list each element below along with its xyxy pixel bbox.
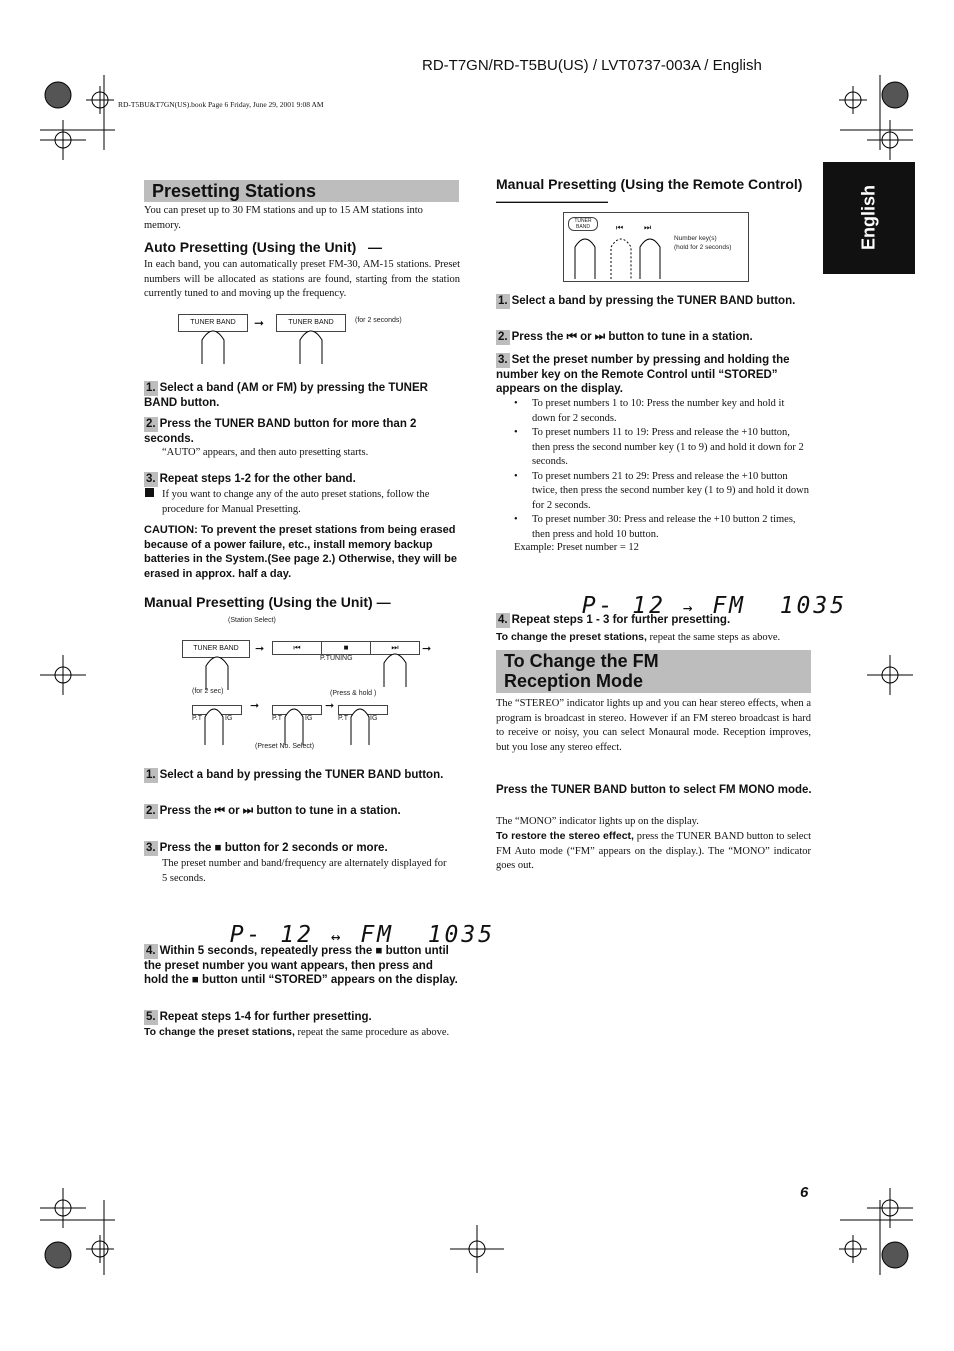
fm-mode-text: The “STEREO” indicator lights up and you can hear stereo effects, when a program is broadcast in stereo. However if an FM stereo broadcast is hard to receive or noisy, you can select Monaural mode. Reception improves, but you lose any stereo effect.	[496, 698, 811, 753]
bullet-item: • To preset numbers 11 to 19: Press and release the +10 button, then press the second number key (1 to 9) and hold it down for 2 seconds.	[514, 426, 810, 470]
number-keys-label: Number key(s)	[674, 235, 717, 242]
remote-step-4: 4. Repeat steps 1 - 3 for further presetting.	[498, 614, 731, 626]
fm-restore-text: To restore the stereo effect, press the TUNER BAND button to select FM Auto mode (“FM” appears on the display.). The “MONO” indicator goes out.	[496, 830, 812, 871]
stop-icon: ■	[322, 642, 371, 654]
finger-press-icon	[202, 703, 226, 747]
hold-2-seconds-label: (hold for 2 seconds)	[674, 244, 732, 251]
finger-press-icon	[198, 326, 228, 366]
finger-press-icon	[348, 703, 372, 747]
manual-presetting-diagram	[180, 615, 440, 755]
remote-change-note: To change the preset stations, repeat the same steps as above.	[496, 631, 781, 643]
finger-press-icon	[296, 326, 326, 366]
ptuning-label-partial: P.T	[192, 715, 202, 722]
remote-step-3: 3. Set the preset number by pressing and holding the number key on the Remote Control until “STORED” appears on the display.	[496, 354, 790, 395]
language-tab-label: English	[858, 185, 879, 251]
for-2-seconds-label: (for 2 seconds)	[355, 317, 402, 324]
remote-presetting-heading: Manual Presetting (Using the Remote Control) ————————	[496, 176, 803, 209]
caution-text: CAUTION: To prevent the preset stations from being erased because of a power failure, etc., install memory backup batteries in the System.(See page 2.) Otherwise, they will be erased in approx. half a day.	[144, 524, 457, 580]
remote-step-1: 1. Select a band by pressing the TUNER BAND button.	[498, 295, 796, 307]
prev-icon: ⏮	[616, 223, 624, 232]
finger-press-icon	[572, 233, 598, 279]
remote-diagram	[563, 212, 749, 282]
arrow-icon: ➞	[422, 643, 432, 655]
remote-step-2: 2. Press the ⏮ or ⏭ button to tune in a station.	[498, 331, 753, 343]
page-number: 6	[800, 1184, 809, 1201]
auto-note: If you want to change any of the auto preset stations, follow the procedure for Manual Presetting.	[162, 489, 430, 515]
auto-presetting-text: In each band, you can automatically preset FM-30, AM-15 stations. Preset numbers will be allocated as stations are found, starting from the station currently tuned to and moving up the frequency.	[144, 259, 460, 299]
manual-step-3: 3. Press the ■ button for 2 seconds or more.	[146, 842, 388, 854]
section-title-fm-mode	[496, 650, 811, 693]
preset-select-label: (Preset No. Select)	[255, 743, 315, 750]
auto-step-2-sub: “AUTO” appears, and then auto presetting starts.	[162, 447, 369, 458]
document-header: RD-T7GN/RD-T5BU(US) / LVT0737-003A / English	[422, 57, 762, 74]
finger-press-icon	[202, 652, 232, 692]
section-title-presetting: Presetting Stations	[144, 180, 459, 202]
next-icon: ⏭	[391, 643, 399, 652]
fm-title-line-1: To Change the FM	[504, 651, 659, 671]
auto-step-2: 2. Press the TUNER BAND button for more than 2 seconds.	[144, 418, 417, 445]
tuner-band-button-illustration-2: TUNER BAND	[276, 314, 346, 332]
manual-change-note: To change the preset stations, repeat the same procedure as above.	[144, 1026, 450, 1038]
language-tab	[823, 162, 915, 274]
auto-presetting-heading: Auto Presetting (Using the Unit) —	[144, 239, 382, 255]
bullet-item: • To preset numbers 21 to 29: Press and release the +10 button twice, then press the second number key (1 to 9) and hold it down for 2 seconds.	[514, 470, 810, 514]
lcd-display-stored: P- 12 → FM 1035	[581, 593, 848, 619]
ptuning-label-partial: IG	[370, 715, 378, 722]
arrow-icon: ➞	[254, 316, 265, 330]
press-hold-label: (Press & hold )	[330, 690, 377, 697]
arrow-icon: ➞	[250, 700, 260, 712]
next-icon: ⏭	[644, 223, 652, 232]
manual-step-5: 5. Repeat steps 1-4 for further presetting.	[146, 1011, 372, 1023]
finger-press-icon	[608, 233, 634, 279]
station-select-label: (Station Select)	[228, 617, 276, 624]
note-square-icon	[145, 488, 154, 497]
auto-step-1: 1. Select a band (AM or FM) by pressing the TUNER BAND button.	[144, 382, 428, 409]
prev-icon: ⏮	[273, 642, 322, 654]
arrow-icon: ➞	[325, 700, 335, 712]
finger-press-icon	[637, 233, 663, 279]
finger-press-icon	[380, 649, 410, 689]
for-2-sec-label: (for 2 sec)	[192, 688, 224, 695]
bullet-item: • To preset number 30: Press and release the +10 button 2 times, then press and hold 10 button.	[514, 513, 810, 542]
manual-step-2: 2. Press the ⏮ or ⏭ button to tune in a station.	[146, 805, 401, 817]
book-line: RD-T5BU&T7GN(US).book Page 6 Friday, June 29, 2001 9:08 AM	[118, 100, 324, 109]
fm-title-line-2: Reception Mode	[504, 671, 644, 691]
lcd-display-alternate: P- 12 ↔ FM 1035	[229, 922, 496, 948]
auto-step-3: 3. Repeat steps 1-2 for the other band.	[146, 473, 356, 485]
finger-press-icon	[282, 703, 306, 747]
ptuning-label-partial: P.T	[338, 715, 348, 722]
bullet-item: • To preset numbers 1 to 10: Press the number key and hold it down for 2 seconds.	[514, 397, 810, 426]
ptuning-label-partial: IG	[305, 715, 313, 722]
ptuning-label: P.TUNING	[320, 655, 353, 662]
tuner-band-button-illustration: TUNER BAND	[182, 640, 250, 658]
arrow-icon: ➞	[255, 643, 265, 655]
tuner-band-button-illustration: TUNER BAND	[178, 314, 248, 332]
tuner-band-label: TUNER BAND	[568, 217, 598, 231]
fm-mono-heading: Press the TUNER BAND button to select FM MONO mode.	[496, 784, 812, 796]
remote-bullets	[514, 397, 810, 542]
ptuning-label-partial: IG	[225, 715, 233, 722]
auto-presetting-diagram	[178, 312, 438, 372]
fm-mono-text: The “MONO” indicator lights up on the display.	[496, 816, 699, 827]
manual-step-1: 1. Select a band by pressing the TUNER BAND button.	[146, 769, 444, 781]
example-text: Example: Preset number = 12	[514, 542, 639, 553]
manual-presetting-heading: Manual Presetting (Using the Unit) —	[144, 594, 391, 610]
manual-step-3-sub: The preset number and band/frequency are alternately displayed for 5 seconds.	[162, 858, 447, 884]
manual-step-4: 4. Within 5 seconds, repeatedly press the ■ button until the preset number you want appears, then press and hold the ■ button until “STORED” appears on the display.	[144, 945, 458, 986]
presetting-intro: You can preset up to 30 FM stations and up to 15 AM stations into memory.	[144, 205, 423, 231]
ptuning-label-partial: P.T	[272, 715, 282, 722]
